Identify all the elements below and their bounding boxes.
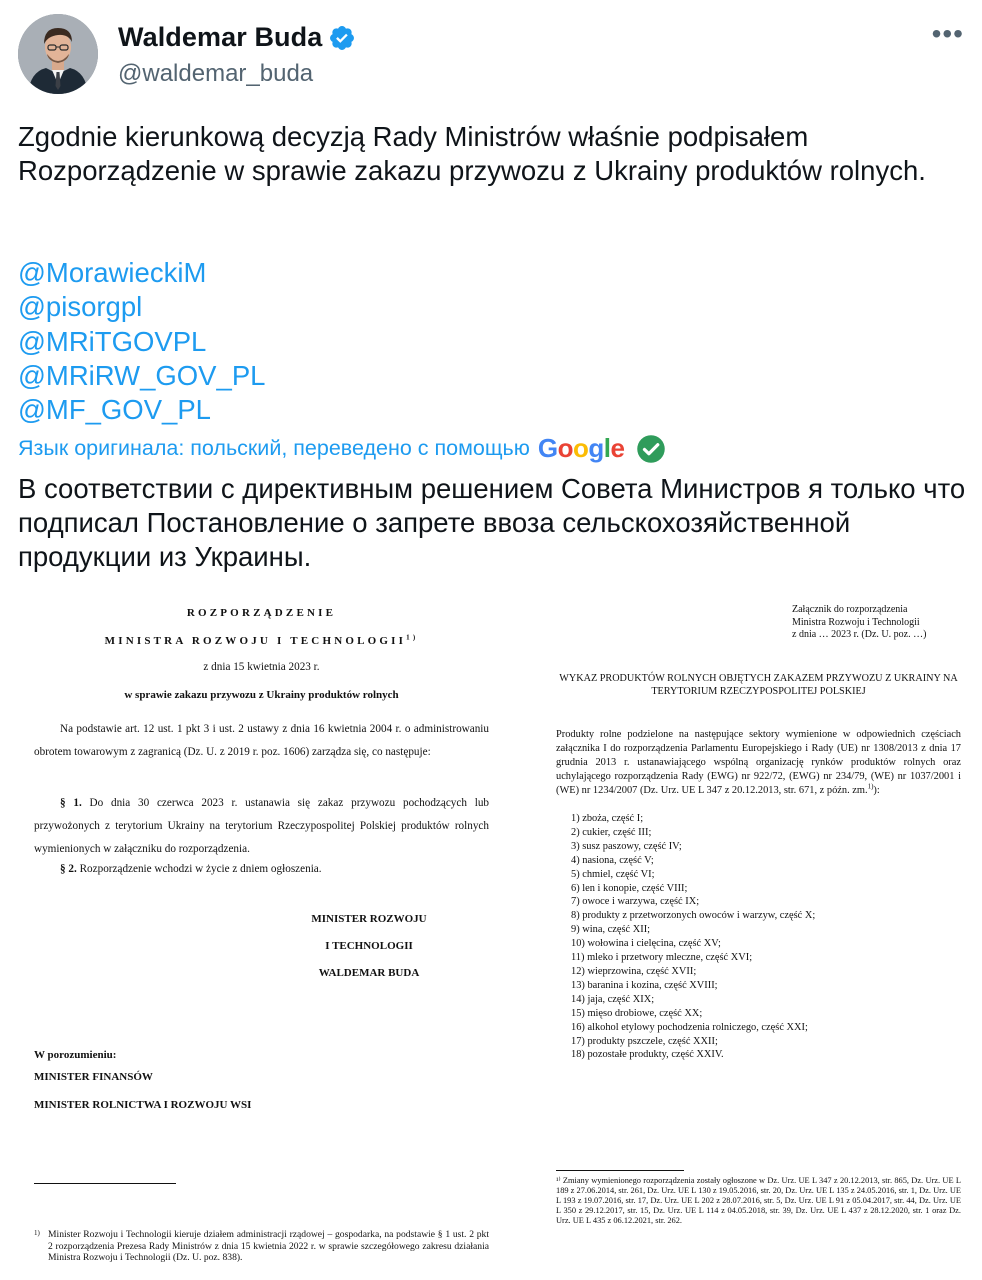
mention-link[interactable]: @MorawieckiM [18, 257, 207, 288]
section-1-text: Do dnia 30 czerwca 2023 r. ustanawia się zakaz przywozu pochodzących lub przywożonych z terytorium Ukrainy na terytorium Rzeczypospolitej Polskiej produktów rolnych wymienionych w załączniku do rozporządzenia. [34, 797, 490, 855]
list-item: 1) zboża, część I; [571, 813, 644, 824]
google-logo-letter: G [537, 433, 558, 463]
google-logo-letter: g [588, 433, 604, 463]
list-item: 14) jaja, część XIX; [571, 993, 655, 1005]
list-item: 5) chmiel, część VI; [571, 868, 655, 880]
list-item: 3) susz paszowy, część IV; [571, 840, 682, 852]
translation-note-text: Язык оригинала: польский, переведено с помощью [18, 436, 530, 460]
section-2 [34, 858, 489, 881]
annex-intro-text: Produkty rolne podzielone na następujące sektory wymienione w odpowiednich częściach załącznika I do rozporządzenia Parlamentu Europejskiego i Rady (UE) nr 1308/2013 z dnia 17 grudnia 2013 r. ustanawiającego wspólną organizację rynków produktów rolnych oraz uchylającego rozporządzenia Rady (EWG) nr 922/72, (EWG) nr 234/79, (WE) nr 1037/2001 i (WE) nr 1234/2007 (Dz. Urz. UE L 347 z 20.12.2013, str. 671, z późn. zm. [556, 729, 961, 796]
agreement-label: W porozumieniu: [34, 1049, 117, 1061]
verified-badge-icon[interactable] [328, 24, 356, 52]
signature-line: WALDEMAR BUDA [318, 967, 420, 979]
document-subtitle-text: MINISTRA ROZWOJU I TECHNOLOGII [104, 635, 407, 647]
footnote-text: Minister Rozwoju i Technologii kieruje działem administracji rządowej – gospodarka, na podstawie § 1 ust. 2 pkt 2 rozporządzenia Prezesa Rady Ministrów z dnia 15 kwietnia 2022 r. w sprawie szczegółowego zakresu działania Ministra Rozwoju i Technologii (Dz. U. poz. 838). [48, 1229, 489, 1263]
list-item: 7) owoce i warzywa, część IX; [571, 896, 700, 908]
section-1-label: § 1. [60, 797, 82, 809]
footnote-marker: 1) [34, 1229, 40, 1237]
list-item: 4) nasiona, część V; [571, 854, 654, 866]
document-date: z dnia 15 kwietnia 2023 r. [203, 661, 320, 673]
list-item: 11) mleko i przetwory mleczne, część XVI; [571, 952, 753, 964]
signature-line: I TECHNOLOGII [325, 940, 413, 952]
mention-link[interactable]: @MF_GOV_PL [18, 394, 211, 426]
mention-link[interactable]: @MRiTGOVPL [18, 325, 207, 357]
footnote-marker: 1) [867, 782, 874, 791]
list-item: 17) produkty pszczele, część XXII; [571, 1035, 718, 1047]
author-name-row [118, 22, 356, 53]
list-item: 13) baranina i kozina, część XVIII; [571, 979, 718, 991]
list-item: 12) wieprzowina, część XVII; [571, 965, 697, 977]
list-item: 9) wina, część XII; [571, 924, 651, 936]
signature-block [274, 906, 464, 987]
document-subject: w sprawie zakazu przywozu z Ukrainy produktów rolnych [124, 689, 399, 701]
footnote-divider [556, 1170, 684, 1171]
annex-footnote: ¹⁾ Zmiany wymienionego rozporządzenia zostały ogłoszone w Dz. Urz. UE L 347 z 20.12.2013, str. 865, Dz. Urz. UE L 189 z 27.06.2014, str. 261, Dz. Urz. UE L 130 z 19.05.2016, str. 20, Dz. Urz. UE L 135 z 24.05.2016, str. 1, Dz. Urz. UE L 193 z 19.07.2016, str. 17, Dz. Urz. UE L 202 z 28.07.2016, str. 5, Dz. Urz. UE L 91 z 05.04.2017, str. 44, Dz. Urz. UE L 350 z 29.12.2017, str. 15, Dz. Urz. UE L 114 z 04.05.2018, str. 39, Dz. Urz. UE L 437 z 28.12.2020, str. 1 oraz Dz. Urz. UE L 435 z 06.12.2021, str. 262. [556, 1176, 961, 1226]
section-2-label: § 2. [60, 863, 77, 875]
annex-title: WYKAZ PRODUKTÓW ROLNYCH OBJĘTYCH ZAKAZEM PRZYWOZU Z UKRAINY NA TERYTORIUM RZECZYPOSPOLITEJ POLSKIEJ [559, 673, 958, 697]
list-item: 16) alkohol etylowy pochodzenia rolniczego, część XXI; [571, 1021, 808, 1033]
footnote-divider [34, 1183, 176, 1184]
footnote-marker: 1) [406, 633, 419, 642]
check-circle-icon [636, 434, 666, 464]
annex-header-line: z dnia … 2023 r. (Dz. U. poz. …) [792, 629, 927, 641]
list-item: 10) wołowina i cielęcina, część XV; [571, 938, 721, 950]
more-options-icon[interactable]: ••• [931, 18, 964, 49]
list-item: 8) produkty z przetworzonych owoców i warzyw, część X; [571, 910, 816, 922]
avatar[interactable] [18, 14, 98, 94]
signature-line: MINISTER ROZWOJU [311, 913, 427, 925]
document-subtitle [34, 634, 489, 649]
translated-text: В соответствии с директивным решением Совета Министров я только что подписал Постановление о запрете ввоза сельскохозяйственной продукции из Украины. [18, 473, 966, 572]
annex-header-line: Ministra Rozwoju i Technologii [792, 616, 920, 628]
mention-link[interactable]: @pisorgpl [18, 291, 143, 323]
section-1 [34, 792, 489, 861]
document-title: ROZPORZĄDZENIE [186, 607, 337, 619]
translation-note [18, 433, 666, 464]
list-item: 2) cukier, część III; [571, 826, 652, 838]
google-logo-letter: o [557, 433, 573, 463]
mention-list [18, 256, 265, 427]
agreement-party: MINISTER ROLNICTWA I ROZWOJU WSI [34, 1099, 252, 1111]
section-2-text: Rozporządzenie wchodzi w życie z dniem ogłoszenia. [79, 863, 322, 875]
list-item: 15) mięso drobiowe, część XX; [571, 1007, 703, 1019]
list-item: 18) pozostałe produkty, część XXIV. [571, 1049, 724, 1061]
footnote [34, 1229, 489, 1264]
annex-intro-end: ): [873, 785, 880, 796]
author-name[interactable]: Waldemar Buda [118, 22, 323, 52]
tweet-header [18, 14, 968, 100]
product-list [571, 812, 961, 1062]
google-logo-letter: e [610, 433, 625, 463]
avatar-photo-icon [18, 14, 98, 94]
google-logo-letter: l [603, 433, 611, 463]
google-logo-letter: o [572, 433, 589, 463]
author-handle[interactable]: @waldemar_buda [118, 60, 314, 87]
annex-header [792, 604, 962, 642]
google-logo[interactable] [538, 433, 625, 464]
list-item: 6) len i konopie, część VIII; [571, 882, 688, 894]
tweet-text: Zgodnie kierunkową decyzją Rady Ministrów właśnie podpisałem Rozporządzenie w sprawie zakazu przywozu z Ukrainy produktów rolnych. [18, 121, 926, 186]
document-intro: Na podstawie art. 12 ust. 1 pkt 3 i ust. 2 ustawy z dnia 16 kwietnia 2004 r. o administrowaniu obrotem towarowym z zagranicą (Dz. U. z 2019 r. poz. 1606) zarządza się, co następuje: [34, 723, 489, 758]
annex-header-line: Załącznik do rozporządzenia [792, 604, 908, 615]
mention-link[interactable]: @MRiRW_GOV_PL [18, 359, 266, 391]
agreement-party: MINISTER FINANSÓW [34, 1071, 153, 1083]
annex-intro [556, 728, 961, 798]
